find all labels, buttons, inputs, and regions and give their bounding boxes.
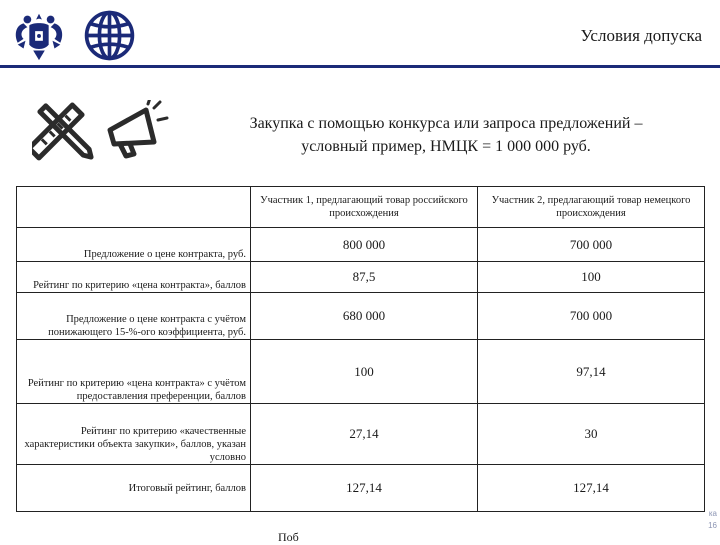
cell-value: 700 000	[478, 293, 705, 340]
cell-value: 800 000	[251, 228, 478, 262]
slide-subtitle	[186, 112, 706, 158]
header-divider	[0, 65, 720, 68]
table-row	[17, 404, 705, 465]
table-header-row	[17, 187, 705, 228]
pencil-ruler-icon	[32, 98, 97, 163]
row-label: Рейтинг по критерию «цена контракта», баллов	[17, 262, 251, 293]
cell-value: 27,14	[251, 404, 478, 465]
cell-value: 100	[251, 340, 478, 404]
footer-partial-text: Поб	[278, 530, 299, 544]
table-row-total	[17, 465, 705, 512]
column-header-participant-1: Участник 1, предлагающий товар российского происхождения	[251, 187, 478, 228]
cell-value: 127,14	[478, 465, 705, 512]
row-label: Рейтинг по критерию «качественные характеристики объекта закупки», баллов, указан условно	[17, 404, 251, 465]
cell-value: 127,14	[251, 465, 478, 512]
corner-page-note	[697, 508, 717, 532]
table-row	[17, 293, 705, 340]
subtitle-line-1: Закупка с помощью конкурса или запроса предложений –	[249, 115, 643, 132]
megaphone-icon	[100, 100, 170, 160]
globe-icon	[82, 8, 137, 63]
table-row	[17, 262, 705, 293]
cell-value: 97,14	[478, 340, 705, 404]
comparison-table	[16, 186, 705, 512]
corner-page-number: 16	[708, 521, 717, 530]
double-headed-eagle-icon	[10, 6, 68, 64]
header-empty-cell	[17, 187, 251, 228]
row-label: Предложение о цене контракта, руб.	[17, 228, 251, 262]
table-row	[17, 228, 705, 262]
row-label: Предложение о цене контракта с учётом понижающего 15-%-ого коэффициента, руб.	[17, 293, 251, 340]
cell-value: 680 000	[251, 293, 478, 340]
cell-value: 700 000	[478, 228, 705, 262]
cell-value: 30	[478, 404, 705, 465]
row-label: Итоговый рейтинг, баллов	[17, 465, 251, 512]
row-label: Рейтинг по критерию «цена контракта» с учётом предоставления преференции, баллов	[17, 340, 251, 404]
slide-title: Условия допуска	[580, 26, 702, 45]
table-row	[17, 340, 705, 404]
corner-line-1: ка	[708, 509, 717, 518]
subtitle-line-2: условный пример, НМЦК = 1 000 000 руб.	[301, 138, 591, 155]
column-header-participant-2: Участник 2, предлагающий товар немецкого происхождения	[478, 187, 705, 228]
cell-value: 100	[478, 262, 705, 293]
cell-value: 87,5	[251, 262, 478, 293]
